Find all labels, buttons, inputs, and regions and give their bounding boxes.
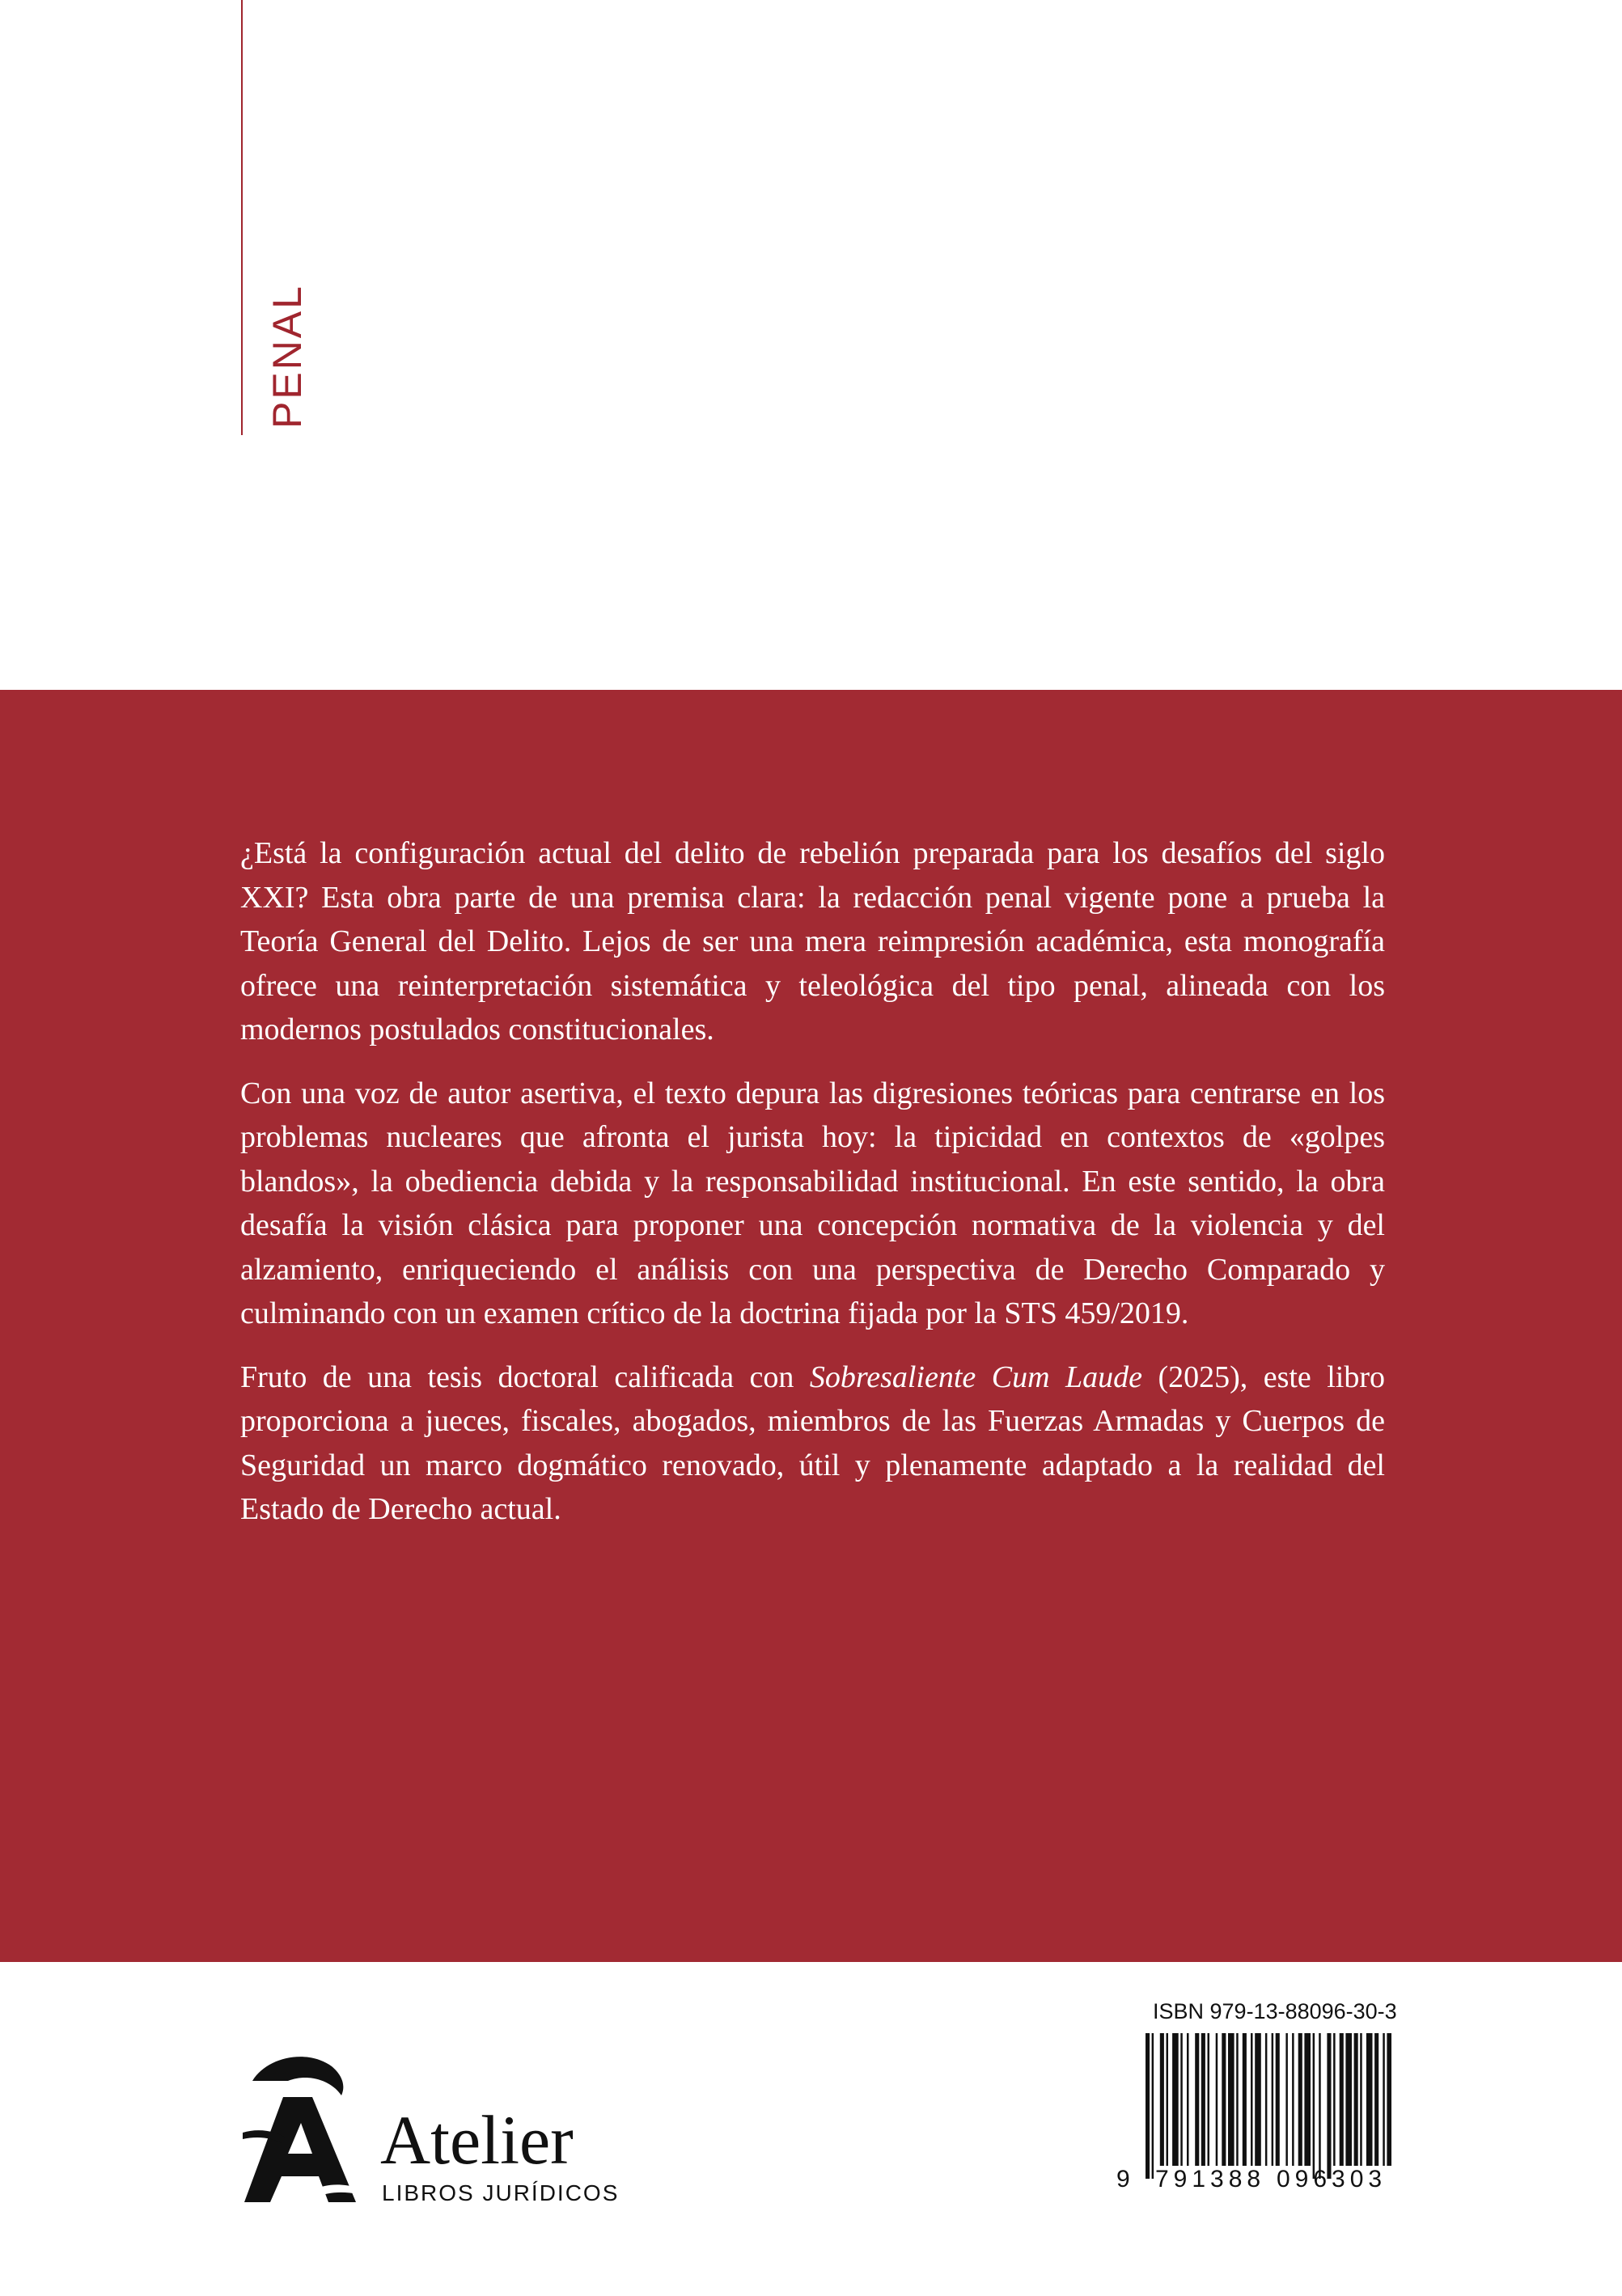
barcode-bar	[1313, 2033, 1315, 2179]
barcode-bar	[1345, 2033, 1352, 2166]
barcode-bar	[1216, 2033, 1218, 2166]
barcode-digit-lead: 9	[1116, 2166, 1130, 2192]
barcode-bar	[1195, 2033, 1199, 2166]
synopsis-text	[240, 831, 1385, 1551]
barcode-bar	[1383, 2033, 1385, 2166]
synopsis-paragraph-3	[240, 1355, 1385, 1532]
synopsis-paragraph-3-lead: Fruto de una tesis doctoral calificada con	[240, 1359, 810, 1394]
barcode-bar	[1340, 2033, 1344, 2166]
isbn-barcode	[1116, 1999, 1397, 2199]
barcode-bar	[1146, 2033, 1150, 2179]
top-vertical-rule	[241, 0, 243, 435]
barcode-bar	[1333, 2033, 1336, 2166]
barcode-bar	[1387, 2033, 1391, 2166]
barcode-bar	[1187, 2033, 1189, 2166]
barcode-digits-left: 791388	[1155, 2166, 1266, 2192]
isbn-label: ISBN 979-13-88096-30-3	[1153, 1999, 1397, 2023]
synopsis-paragraph-1: ¿Está la configuración actual del delito de rebelión preparada para los desafíos del siglo XXI? Esta obra parte de una premisa clara: la redacción penal vigente pone a prueba la Teoría General del Delito. Lejos de ser una mera reimpresión académica, esta monografía ofrece una reinterpretación sistemática y teleológica del tipo penal, alineada con los modernos postulados constitucionales.	[240, 836, 1385, 1047]
barcode-bar	[1265, 2033, 1268, 2166]
synopsis-paragraph-2: Con una voz de autor asertiva, el texto depura las digresiones teóricas para centrarse en los problemas nucleares que afronta el jurista hoy: la tipicidad en contextos de «golpes blandos», la obediencia debida y la responsabilidad institucional. En este sentido, la obra desafía la visión clásica para proponer una concepción normativa de la violencia y del alzamiento, enriqueciendo el análisis con una perspectiva de Derecho Comparado y culminando con un examen crítico de la doctrina fijada por la STS 459/2019.	[240, 1076, 1385, 1330]
barcode-bar	[1292, 2033, 1294, 2166]
barcode-bar	[1208, 2033, 1210, 2166]
barcode-bar	[1152, 2033, 1154, 2179]
barcode-bar	[1172, 2033, 1179, 2166]
barcode-bar	[1272, 2033, 1274, 2166]
barcode-bar	[1167, 2033, 1169, 2166]
barcode-bar	[1276, 2033, 1280, 2166]
barcode-bar	[1251, 2033, 1253, 2166]
barcode-bars	[1116, 2033, 1391, 2179]
barcode-bar	[1354, 2033, 1358, 2166]
barcode-digits-right: 096303	[1277, 2166, 1387, 2192]
barcode-bar	[1222, 2033, 1226, 2166]
barcode-bar	[1255, 2033, 1261, 2166]
barcode-bar	[1201, 2033, 1205, 2166]
barcode-bar	[1180, 2033, 1183, 2166]
collection-label: PENAL	[265, 284, 310, 429]
barcode-bar	[1285, 2033, 1288, 2166]
barcode-bar	[1236, 2033, 1239, 2166]
barcode-bar	[1319, 2033, 1321, 2179]
publisher-name: Atelier	[380, 2101, 574, 2179]
barcode-bar	[1298, 2033, 1302, 2166]
synopsis-paragraph-3-tail: (2025), este libro proporciona a jueces, fiscales, abogados, miembros de las Fuerzas Armadas y Cuerpos de Seguridad un marco dogmático renovado, útil y plenamente adaptado a la realidad del Estado de Derecho actual.	[240, 1359, 1385, 1526]
barcode-bar	[1243, 2033, 1247, 2166]
barcode-bar	[1160, 2033, 1164, 2166]
barcode-bar	[1327, 2033, 1331, 2179]
barcode-bar	[1228, 2033, 1234, 2166]
publisher-tagline: LIBROS JURÍDICOS	[382, 2180, 620, 2205]
atelier-a-logo-icon	[235, 2049, 364, 2210]
synopsis-paragraph-3-italic: Sobresaliente Cum Laude	[809, 1359, 1142, 1394]
barcode-bar	[1360, 2033, 1362, 2166]
publisher-logo	[235, 2049, 623, 2218]
barcode-bar	[1304, 2033, 1311, 2166]
barcode-bar	[1366, 2033, 1373, 2166]
barcode-bar	[1374, 2033, 1378, 2166]
